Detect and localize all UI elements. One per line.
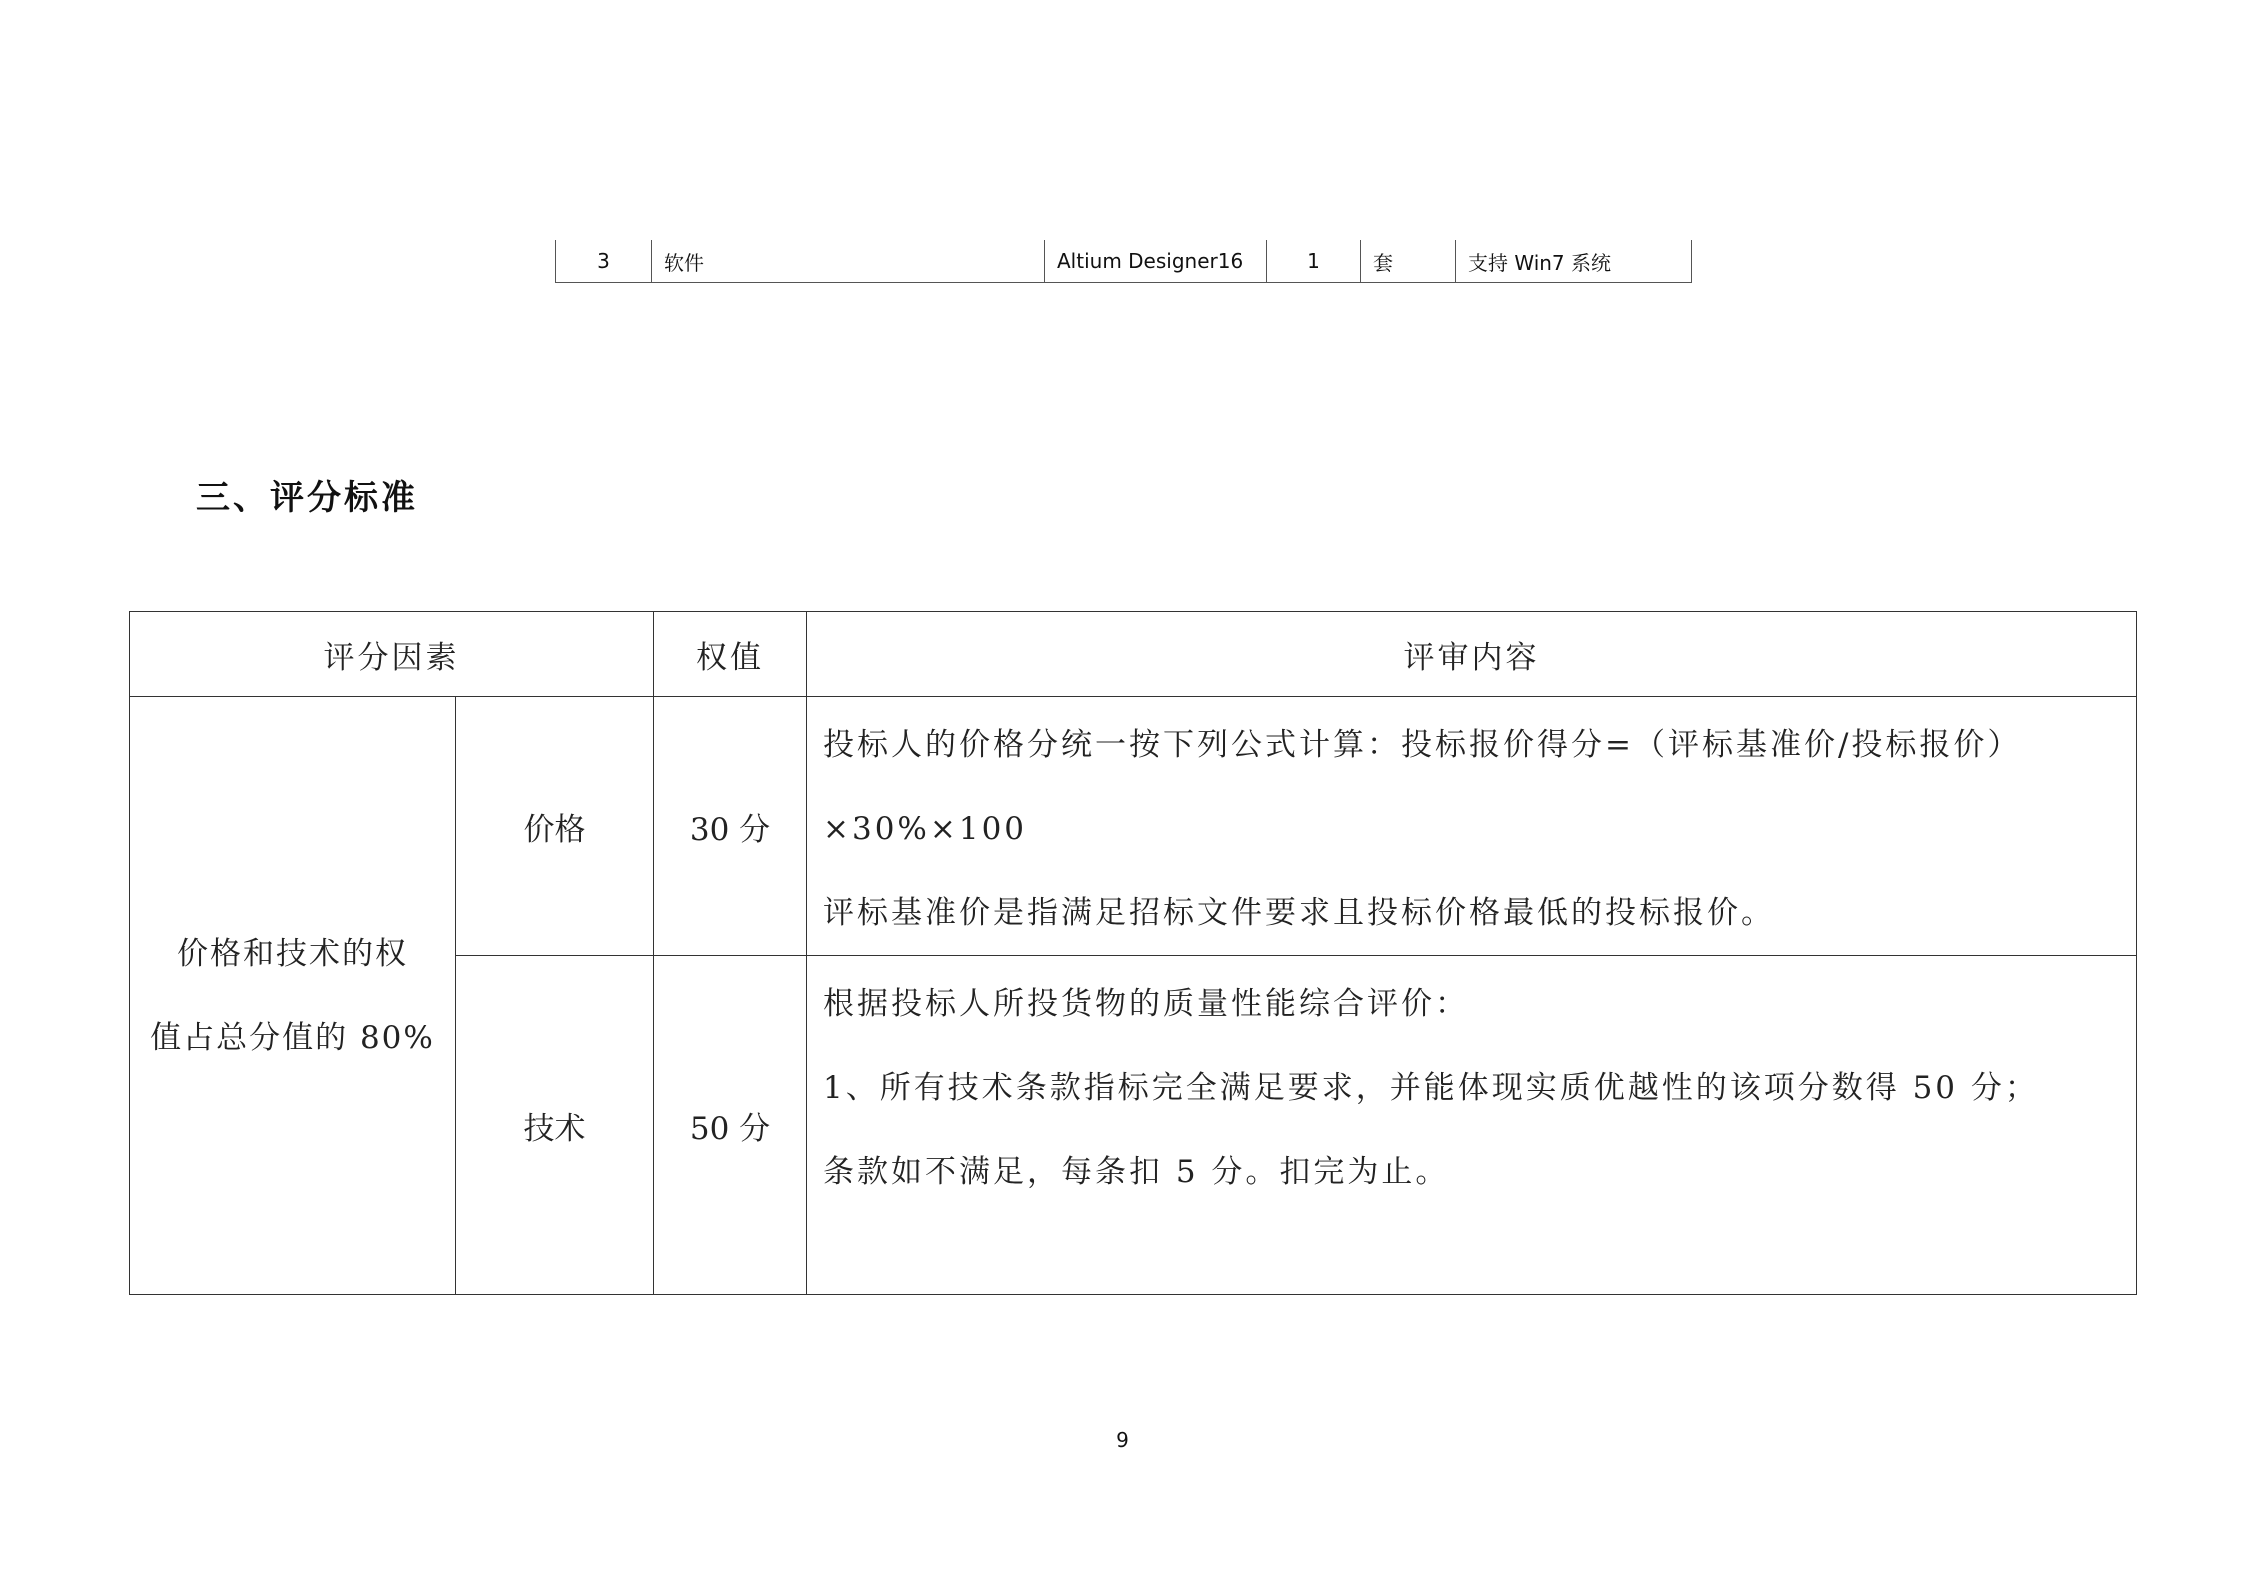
weight-tech: 50 分 bbox=[654, 956, 807, 1295]
scoring-table bbox=[129, 611, 2137, 1295]
content-line: 条款如不满足，每条扣 5 分。扣完为止。 bbox=[823, 1154, 1450, 1190]
content-line: 评标基准价是指满足招标文件要求且投标价格最低的投标报价。 bbox=[823, 895, 1775, 931]
content-tech bbox=[807, 956, 2137, 1295]
header-weight: 权值 bbox=[654, 612, 807, 697]
group-label bbox=[130, 697, 456, 1295]
equipment-quantity: 1 bbox=[1267, 240, 1361, 283]
equipment-remark: 支持 Win7 系统 bbox=[1456, 240, 1692, 283]
equipment-unit: 套 bbox=[1361, 240, 1456, 283]
content-price bbox=[807, 697, 2137, 956]
content-line: 投标人的价格分统一按下列公式计算：投标报价得分=（评标基准价/投标报价） bbox=[823, 727, 2022, 763]
equipment-index: 3 bbox=[556, 240, 652, 283]
content-line: ×30%×100 bbox=[823, 811, 1028, 847]
equipment-model: Altium Designer16 bbox=[1045, 240, 1267, 283]
scoring-header-row bbox=[130, 612, 2137, 697]
content-line: 根据投标人所投货物的质量性能综合评价： bbox=[823, 986, 1469, 1022]
page-number: 9 bbox=[1116, 1428, 1129, 1452]
group-label-line1: 价格和技术的权 bbox=[177, 935, 408, 972]
scoring-row-price bbox=[130, 697, 2137, 956]
factor-tech: 技术 bbox=[456, 956, 654, 1295]
weight-price: 30 分 bbox=[654, 697, 807, 956]
factor-price: 价格 bbox=[456, 697, 654, 956]
header-content: 评审内容 bbox=[807, 612, 2137, 697]
section-title: 三、评分标准 bbox=[196, 478, 418, 518]
equipment-table bbox=[555, 240, 1692, 283]
equipment-name: 软件 bbox=[652, 240, 1045, 283]
header-factor: 评分因素 bbox=[130, 612, 654, 697]
content-line: 1、所有技术条款指标完全满足要求，并能体现实质优越性的该项分数得 50 分； bbox=[823, 1070, 2039, 1106]
equipment-row bbox=[556, 240, 1692, 283]
group-label-line2: 值占总分值的 80% bbox=[150, 1019, 435, 1056]
